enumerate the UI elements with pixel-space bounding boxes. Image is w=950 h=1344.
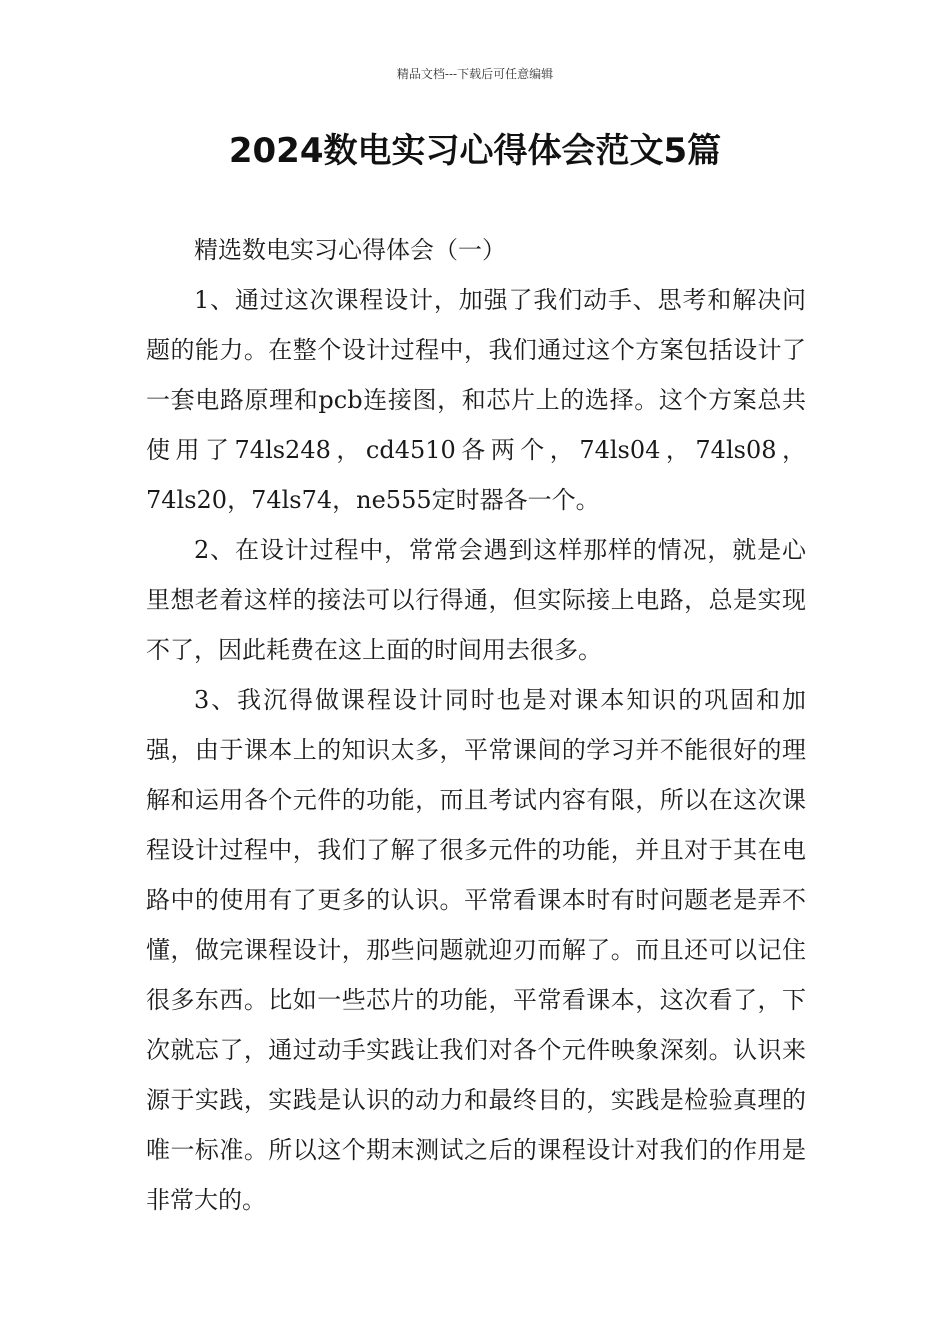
document-title: 2024数电实习心得体会范文5篇 xyxy=(228,131,722,171)
paragraph-2: 2、在设计过程中，常常会遇到这样那样的情况，就是心里想老着这样的接法可以行得通，但实际接上电路，总是实现不了，因此耗费在这上面的时间用去很多。 xyxy=(146,536,806,664)
paragraph-3: 3、我沉得做课程设计同时也是对课本知识的巩固和加强，由于课本上的知识太多，平常课间的学习并不能很好的理解和运用各个元件的功能，而且考试内容有限，所以在这次课程设计过程中，我们了解了很多元件的功能，并且对于其在电路中的使用有了更多的认识。平常看课本时有时问题老是弄不懂，做完课程设计，那些问题就迎刃而解了。而且还可以记住很多东西。比如一些芯片的功能，平常看课本，这次看了，下次就忘了，通过动手实践让我们对各个元件映象深刻。认识来源于实践，实践是认识的动力和最终目的，实践是检验真理的唯一标准。所以这个期末测试之后的课程设计对我们的作用是非常大的。 xyxy=(146,686,806,1214)
header-note: 精品文档---下载后可任意编辑 xyxy=(396,67,554,81)
section-heading: 精选数电实习心得体会（一） xyxy=(194,236,506,264)
document-body xyxy=(146,225,806,1225)
paragraph-1: 1、通过这次课程设计，加强了我们动手、思考和解决问题的能力。在整个设计过程中，我们通过这个方案包括设计了一套电路原理和pcb连接图，和芯片上的选择。这个方案总共使用了74ls248，cd4510各两个，74ls04，74ls08，74ls20，74ls74，ne555定时器各一个。 xyxy=(146,286,806,514)
